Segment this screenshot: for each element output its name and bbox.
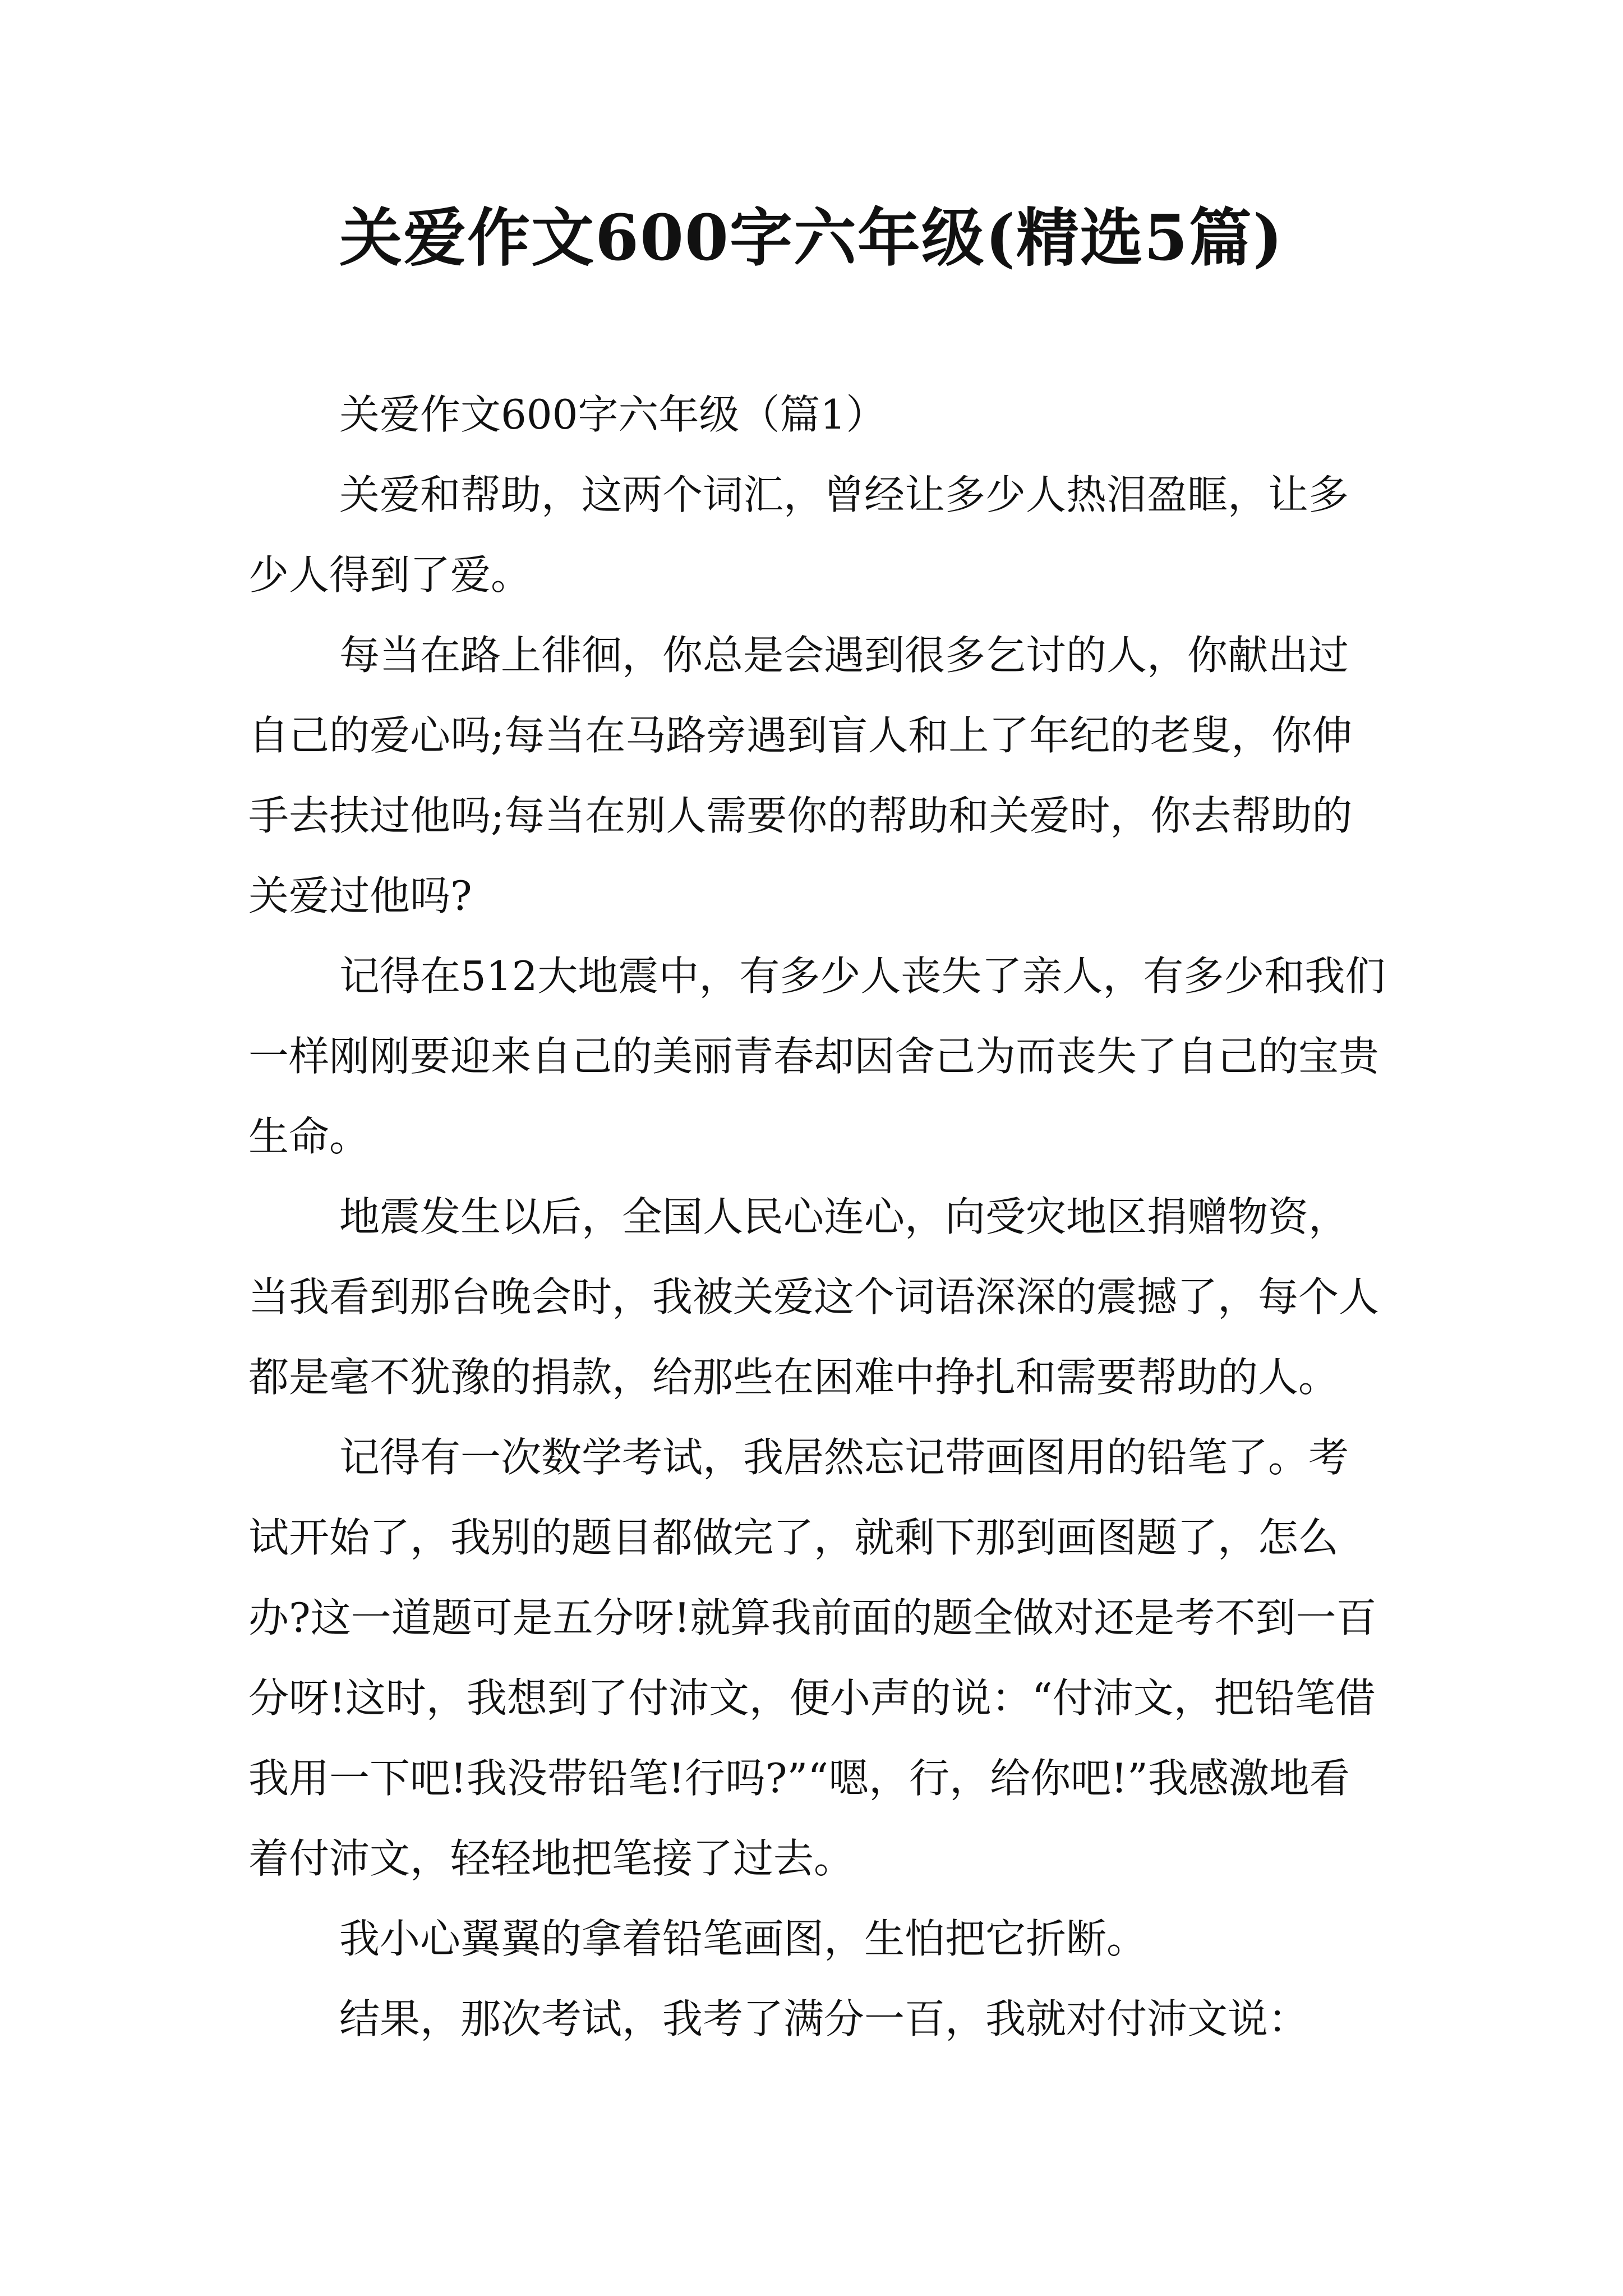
essay-subtitle: 关爱作文600字六年级（篇1） xyxy=(339,391,887,438)
paragraph: 记得在512大地震中，有多少人丧失了亲人，有多少和我们一样刚刚要迎来自己的美丽青春却因舍己为而丧失了自己的宝贵生命。 xyxy=(248,953,1386,1160)
document-body xyxy=(248,375,1387,2059)
paragraph: 地震发生以后，全国人民心连心，向受灾地区捐赠物资，当我看到那台晚会时，我被关爱这个词语深深的震撼了，每个人都是毫不犹豫的捐款，给那些在困难中挣扎和需要帮助的人。 xyxy=(248,1193,1380,1401)
paragraph: 每当在路上徘徊，你总是会遇到很多乞讨的人，你献出过自己的爱心吗;每当在马路旁遇到盲人和上了年纪的老叟，你伸手去扶过他吗;每当在别人需要你的帮助和关爱时，你去帮助的关爱过他吗? xyxy=(248,632,1353,919)
paragraph: 记得有一次数学考试，我居然忘记带画图用的铅笔了。考试开始了，我别的题目都做完了，就剩下那到画图题了，怎么办?这一道题可是五分呀!就算我前面的题全做对还是考不到一百分呀!这时，我想到了付沛文，便小声的说：“付沛文，把铅笔借我用一下吧!我没带铅笔!行吗?”“嗯，行，给你吧!”我感激地看着付沛文，轻轻地把笔接了过去。 xyxy=(248,1434,1377,1882)
document-title: 关爱作文600字六年级(精选5篇) xyxy=(339,201,1284,275)
paragraph: 结果，那次考试，我考了满分一百，我就对付沛文说： xyxy=(339,1995,1309,2042)
paragraph: 关爱和帮助，这两个词汇，曾经让多少人热泪盈眶，让多少人得到了爱。 xyxy=(248,471,1349,599)
paragraph: 我小心翼翼的拿着铅笔画图，生怕把它折断。 xyxy=(339,1915,1147,1962)
